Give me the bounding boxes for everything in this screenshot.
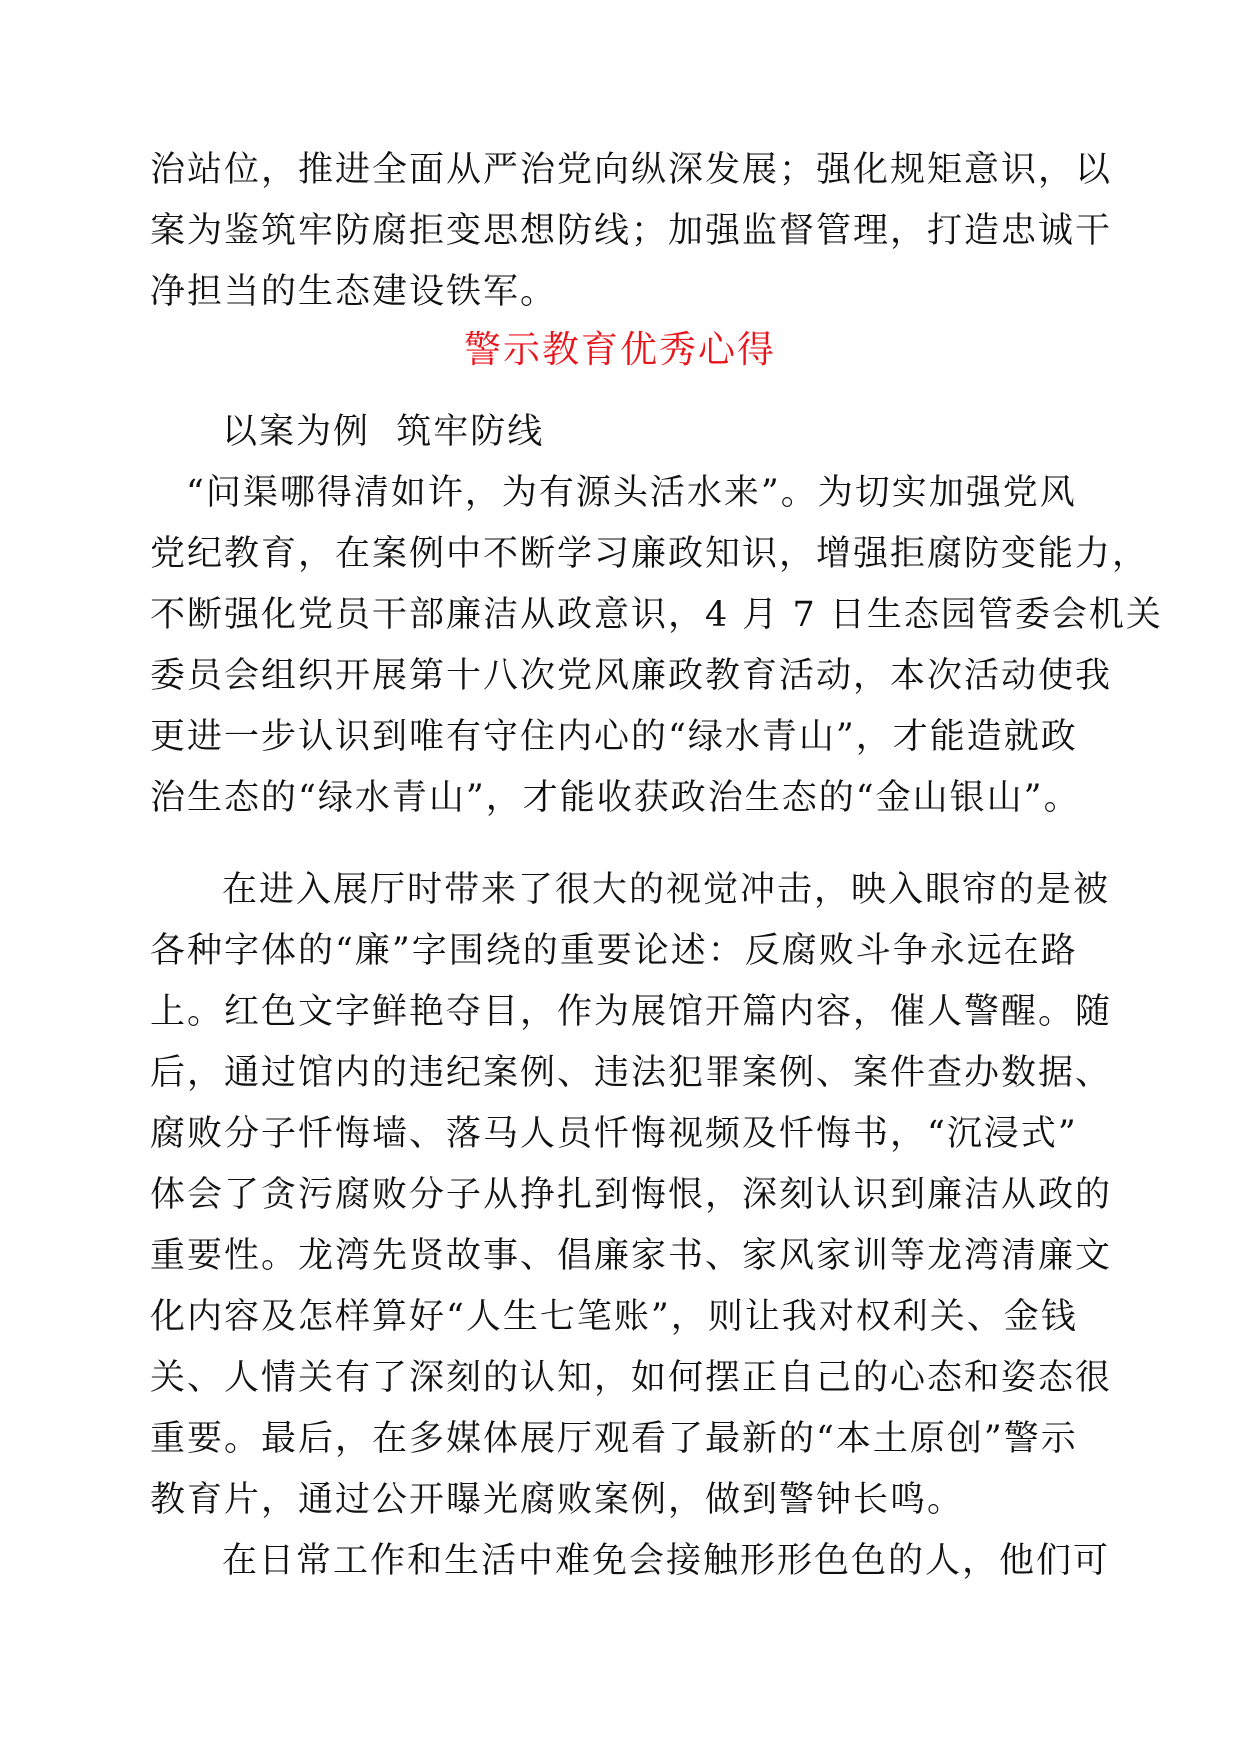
text-line: 教育片，通过公开曝光腐败案例，做到警钟长鸣。: [150, 1480, 965, 1520]
text-line: 后，通过馆内的违纪案例、违法犯罪案例、案件查办数据、: [150, 1053, 1113, 1093]
text-line: 委员会组织开展第十八次党风廉政教育活动，本次活动使我: [150, 656, 1113, 696]
text-line: 在日常工作和生活中难免会接触形形色色的人，他们可: [222, 1541, 1111, 1581]
text-line: 治生态的“绿水青山”，才能收获政治生态的“金山银山”。: [150, 778, 1081, 818]
text-line: 党纪教育，在案例中不断学习廉政知识，增强拒腐防变能力，: [150, 534, 1150, 574]
paragraph-1: [150, 463, 1163, 829]
text-line: 在进入展厅时带来了很大的视觉冲击，映入眼帘的是被: [222, 870, 1111, 910]
text-line: 上。红色文字鲜艳夺目，作为展馆开篇内容，催人警醒。随: [150, 992, 1113, 1032]
article-subtitle: 以案为例 筑牢防线: [222, 412, 545, 452]
text-line: 更进一步认识到唯有守住内心的“绿水青山”，才能造就政: [150, 717, 1078, 757]
text-line: “问渠哪得清如许，为有源头活水来”。为切实加强党风: [186, 473, 1077, 513]
text-line: 关、人情关有了深刻的认知，如何摆正自己的心态和姿态很: [150, 1358, 1113, 1398]
text-line: 不断强化党员干部廉洁从政意识，4 月 7 日生态园管委会机关: [150, 595, 1163, 635]
text-line: 治站位，推进全面从严治党向纵深发展；强化规矩意识，以: [150, 150, 1113, 190]
text-line: 重要性。龙湾先贤故事、倡廉家书、家风家训等龙湾清廉文: [150, 1236, 1113, 1276]
paragraph-2: [150, 860, 1113, 1531]
text-line: 各种字体的“廉”字围绕的重要论述：反腐败斗争永远在路: [150, 931, 1078, 971]
text-line: 净担当的生态建设铁军。: [150, 272, 558, 312]
text-line: 重要。最后，在多媒体展厅观看了最新的“本土原创”警示: [150, 1419, 1078, 1459]
article-title: 警示教育优秀心得: [464, 328, 776, 371]
text-line: 案为鉴筑牢防腐拒变思想防线；加强监督管理，打造忠诚干: [150, 211, 1113, 251]
article-subtitle-block: [150, 402, 1090, 463]
text-line: 化内容及怎样算好“人生七笔账”，则让我对权利关、金钱: [150, 1297, 1078, 1337]
intro-paragraph: [150, 140, 1113, 323]
text-line: 腐败分子忏悔墙、落马人员忏悔视频及忏悔书，“沉浸式”: [150, 1114, 1078, 1154]
text-line: 体会了贪污腐败分子从挣扎到悔恨，深刻认识到廉洁从政的: [150, 1175, 1113, 1215]
paragraph-3: [150, 1531, 1111, 1592]
